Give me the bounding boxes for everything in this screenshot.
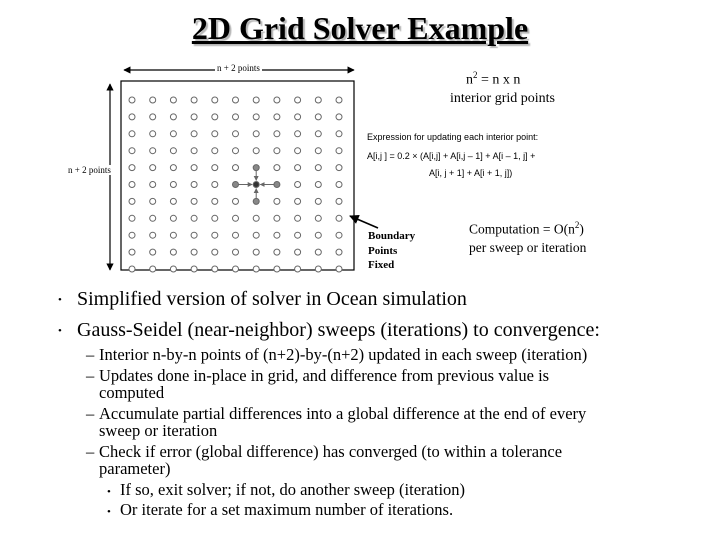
grid-points	[129, 97, 342, 272]
grid-point	[274, 97, 280, 103]
grid-point	[191, 114, 197, 120]
grid-point	[253, 215, 259, 221]
grid-point	[336, 148, 342, 154]
grid-point	[170, 131, 176, 137]
grid-point	[212, 148, 218, 154]
grid-point	[253, 266, 259, 272]
grid-point	[170, 182, 176, 188]
boundary-points-label: Boundary Points Fixed	[368, 230, 416, 271]
grid-point	[212, 182, 218, 188]
slide-title: 2D Grid Solver Example	[191, 10, 529, 46]
grid-point	[191, 97, 197, 103]
grid-point	[212, 232, 218, 238]
grid-point	[274, 165, 280, 171]
grid-point	[315, 165, 321, 171]
grid-point	[295, 148, 301, 154]
grid-point	[253, 165, 259, 171]
grid-point	[191, 215, 197, 221]
grid-point	[233, 165, 239, 171]
sub-bullet-item: – Interior n-by-n points of (n+2)-by-(n+2) updated in each sweep (iteration)	[86, 345, 588, 364]
grid-point	[336, 182, 342, 188]
grid-point	[191, 148, 197, 154]
grid-point	[170, 114, 176, 120]
grid-point	[150, 232, 156, 238]
grid-point	[253, 182, 259, 188]
grid-point	[233, 131, 239, 137]
grid-point	[170, 198, 176, 204]
grid-point	[295, 97, 301, 103]
expression-line2: A[i, j + 1] + A[i + 1, j])	[429, 168, 513, 178]
grid-point	[295, 198, 301, 204]
grid-point	[129, 97, 135, 103]
grid-point	[315, 232, 321, 238]
grid-point	[274, 232, 280, 238]
grid-point	[150, 215, 156, 221]
grid-point	[129, 198, 135, 204]
grid-point	[212, 266, 218, 272]
grid-point	[253, 232, 259, 238]
expression-heading: Expression for updating each interior point:	[367, 132, 539, 142]
grid-point	[191, 266, 197, 272]
grid-point	[191, 165, 197, 171]
grid-point	[315, 182, 321, 188]
grid-point	[170, 249, 176, 255]
grid-point	[129, 114, 135, 120]
grid-point	[253, 114, 259, 120]
grid-point	[315, 97, 321, 103]
left-span-label: n + 2 points	[68, 165, 111, 175]
grid-point	[295, 266, 301, 272]
interior-points-label-line2: interior grid points	[450, 91, 555, 106]
grid-point	[129, 266, 135, 272]
grid-point	[191, 198, 197, 204]
grid-point	[170, 215, 176, 221]
grid-point	[295, 232, 301, 238]
expression-line1: A[i,j ] = 0.2 × (A[i,j] + A[i,j – 1] + A[i – 1, j] +	[367, 151, 536, 161]
grid-point	[150, 249, 156, 255]
grid-point	[336, 266, 342, 272]
grid-point	[295, 114, 301, 120]
grid-point	[315, 114, 321, 120]
grid-point	[129, 131, 135, 137]
grid-point	[336, 215, 342, 221]
grid-point	[170, 97, 176, 103]
grid-point	[336, 249, 342, 255]
grid-point	[336, 131, 342, 137]
grid-point	[274, 114, 280, 120]
grid-point	[274, 249, 280, 255]
grid-point	[191, 232, 197, 238]
grid-point	[150, 266, 156, 272]
top-span-label: n + 2 points	[217, 63, 260, 73]
grid-point	[274, 198, 280, 204]
grid-point	[233, 266, 239, 272]
grid-point	[212, 215, 218, 221]
grid-point	[212, 249, 218, 255]
grid-point	[336, 232, 342, 238]
grid-point	[336, 165, 342, 171]
grid-point	[129, 165, 135, 171]
grid-point	[233, 182, 239, 188]
grid-point	[150, 182, 156, 188]
grid-point	[212, 165, 218, 171]
grid-point	[170, 165, 176, 171]
grid-point	[150, 148, 156, 154]
grid-point	[233, 232, 239, 238]
grid-point	[336, 198, 342, 204]
grid-point	[253, 97, 259, 103]
grid-point	[315, 215, 321, 221]
grid-point	[212, 198, 218, 204]
grid-point	[315, 198, 321, 204]
grid-point	[129, 182, 135, 188]
grid-point	[150, 114, 156, 120]
grid-point	[274, 266, 280, 272]
grid-point	[150, 198, 156, 204]
grid-point	[315, 249, 321, 255]
grid-point	[212, 97, 218, 103]
grid-point	[150, 97, 156, 103]
grid-point	[295, 131, 301, 137]
grid-point	[295, 165, 301, 171]
grid-point	[212, 131, 218, 137]
grid-point	[233, 215, 239, 221]
grid-point	[191, 131, 197, 137]
sub-sub-bullet-item: • If so, exit solver; if not, do another sweep (iteration)	[107, 479, 466, 499]
grid-point	[129, 249, 135, 255]
grid-point	[170, 266, 176, 272]
grid-point	[170, 232, 176, 238]
sub-sub-bullet-item: • Or iterate for a set maximum number of iterations.	[107, 500, 454, 519]
grid-point	[274, 182, 280, 188]
sub-bullet-item: – Accumulate partial differences into a global difference at the end of every sweep or iteration	[86, 403, 587, 440]
grid-point	[233, 249, 239, 255]
grid-point	[253, 198, 259, 204]
grid-point	[253, 131, 259, 137]
grid-point	[233, 114, 239, 120]
grid-point	[191, 182, 197, 188]
grid-border	[121, 81, 354, 270]
sub-bullet-item: – Updates done in-place in grid, and difference from previous value is computed	[86, 365, 550, 402]
grid-point	[315, 148, 321, 154]
grid-point	[295, 249, 301, 255]
grid-point	[233, 148, 239, 154]
computation-label: Computation = $O(n^2)$ per sweep or iteration	[469, 220, 587, 255]
grid-point	[274, 215, 280, 221]
grid-point	[295, 182, 301, 188]
grid-point	[191, 249, 197, 255]
grid-point	[233, 97, 239, 103]
grid-point	[170, 148, 176, 154]
grid-point	[212, 114, 218, 120]
interior-points-label: $n^2 = n$ x n	[466, 70, 521, 88]
grid-point	[129, 232, 135, 238]
grid-point	[129, 215, 135, 221]
grid-point	[129, 148, 135, 154]
grid-point	[295, 215, 301, 221]
grid-point	[274, 148, 280, 154]
grid-point	[233, 198, 239, 204]
grid-point	[336, 97, 342, 103]
grid-point	[315, 266, 321, 272]
grid-point	[336, 114, 342, 120]
grid-point	[253, 249, 259, 255]
sub-bullet-item: – Check if error (global difference) has converged (to within a tolerance parameter)	[86, 441, 563, 478]
grid-point	[253, 148, 259, 154]
grid-point	[315, 131, 321, 137]
grid-point	[150, 165, 156, 171]
grid-point	[150, 131, 156, 137]
sub-bullet-list	[86, 345, 706, 521]
grid-point	[274, 131, 280, 137]
